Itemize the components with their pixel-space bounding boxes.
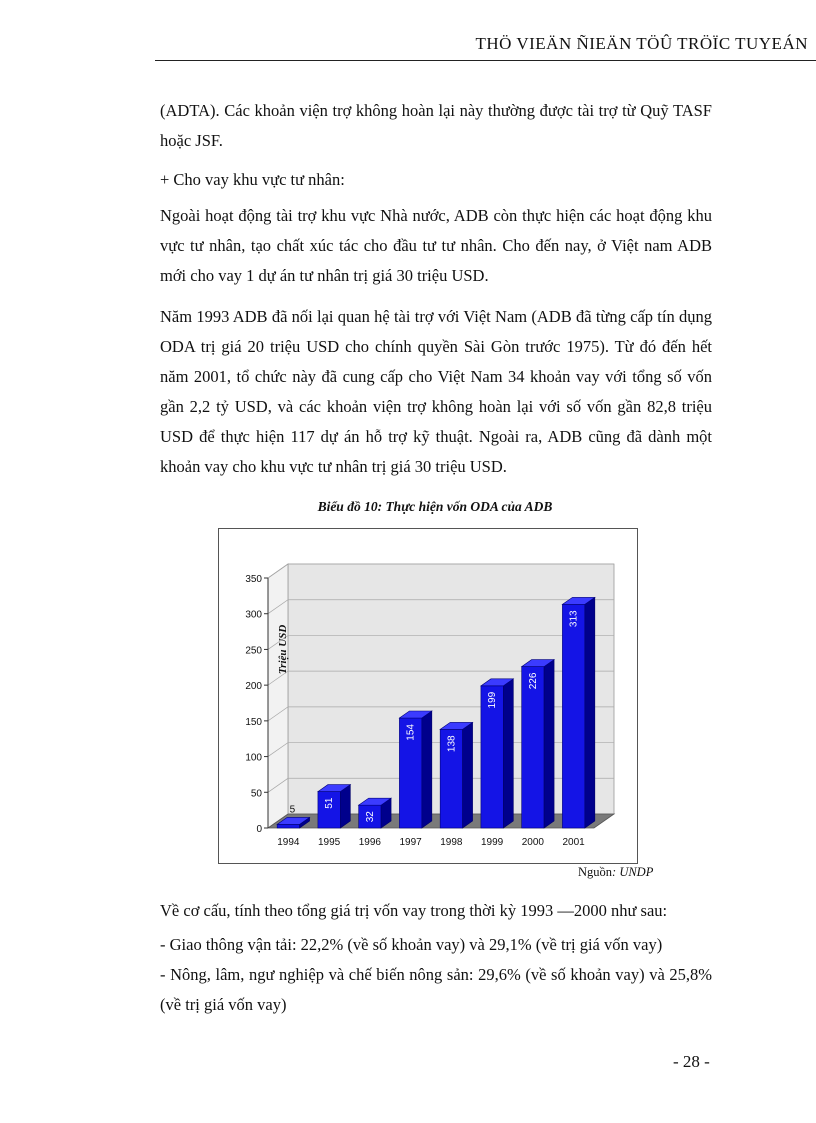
paragraph-private-sector: Ngoài hoạt động tài trợ khu vực Nhà nước, ADB còn thực hiện các hoạt động khu vực tư nhân, tạo chất xúc tác cho đầu tư tư nhân. Cho đến nay, ở Việt nam ADB mới cho vay 1 dự án tư nhân trị giá 30 triệu USD. (160, 206, 712, 285)
y-tick-label-50: 50 (250, 788, 262, 800)
header-rule (155, 60, 816, 61)
bar-2000 (522, 667, 544, 828)
bar-side-1997 (422, 711, 432, 828)
chart-source: Nguồn: UNDP (578, 865, 654, 879)
y-tick-label-200: 200 (245, 681, 262, 693)
running-header: THÖ VIEÄN ÑIEÄN TÖÛ TRÖÏC TUYEÁN (475, 34, 808, 53)
x-tick-label-1998: 1998 (440, 837, 463, 848)
y-tick-label-100: 100 (245, 752, 262, 764)
bar-side-2000 (544, 660, 554, 828)
x-tick-label-1994: 1994 (277, 837, 300, 848)
bar-1995 (318, 792, 340, 828)
bar-side-1995 (340, 785, 350, 828)
chart-side-wall (268, 564, 288, 828)
data-label-1995: 51 (324, 797, 336, 809)
y-tick-label-0: 0 (256, 824, 262, 835)
bar-side-1998 (463, 722, 473, 828)
data-label-1996: 32 (364, 811, 376, 823)
data-label-2000: 226 (527, 672, 539, 690)
data-label-1994: 5 (289, 804, 296, 816)
bar-side-1999 (503, 679, 513, 828)
x-tick-label-2001: 2001 (562, 837, 585, 848)
paragraph-1993: Năm 1993 ADB đã nối lại quan hệ tài trợ với Việt Nam (ADB đã từng cấp tín dụng ODA trị giá 20 triệu USD cho chính quyền Sài Gòn trước 1975). Từ đó đến hết năm 2001, tổ chức này đã cung cấp cho Việt Nam 34 khoản vay với tổng số vốn gần 2,2 tỷ USD, và các khoản viện trợ không hoàn lại với số vốn gần 82,8 triệu USD để thực hiện 117 dự án hỗ trợ kỹ thuật. Ngoài ra, ADB cũng đã dành một khoản vay cho khu vực tư nhân trị giá 30 triệu USD. (160, 307, 712, 476)
oda-chart (218, 528, 638, 864)
x-tick-label-1997: 1997 (399, 837, 422, 848)
data-label-2001: 313 (568, 610, 580, 628)
x-tick-label-1996: 1996 (358, 837, 381, 848)
x-tick-label-1995: 1995 (318, 837, 341, 848)
list-item-agriculture: - Nông, lâm, ngư nghiệp và chế biến nông sản: 29,6% (về số khoản vay) và 25,8% (về trị giá vốn vay) (160, 965, 712, 1014)
data-label-1997: 154 (405, 724, 417, 741)
y-tick-label-150: 150 (245, 716, 262, 728)
chart-canvas (219, 529, 637, 863)
list-item-transport: - Giao thông vận tải: 22,2% (về số khoản vay) và 29,1% (về trị giá vốn vay) (160, 935, 663, 954)
data-label-1999: 199 (487, 691, 499, 709)
y-tick-label-350: 350 (245, 574, 262, 585)
y-tick-label-300: 300 (245, 609, 262, 621)
x-tick-label-1999: 1999 (481, 837, 504, 848)
page-number: - 28 - (673, 1052, 710, 1071)
paragraph-structure: Về cơ cấu, tính theo tổng giá trị vốn vay trong thời kỳ 1993 —2000 như sau: (160, 901, 668, 920)
chart-caption: Biểu đồ 10: Thực hiện vốn ODA của ADB (317, 499, 553, 514)
subheading-private-lending: + Cho vay khu vực tư nhân: (160, 170, 345, 189)
paragraph-adta: (ADTA). Các khoản viện trợ không hoàn lại này thường được tài trợ từ Quỹ TASF hoặc JSF. (160, 101, 712, 150)
bar-side-2001 (585, 597, 595, 828)
data-label-1998: 138 (446, 735, 458, 753)
bar-2001 (562, 604, 584, 828)
y-axis-title: Triệu USD (277, 624, 289, 675)
bar-1994 (277, 824, 299, 828)
structure-list (160, 930, 712, 1020)
x-tick-label-2000: 2000 (521, 837, 544, 848)
y-tick-label-250: 250 (245, 645, 262, 657)
